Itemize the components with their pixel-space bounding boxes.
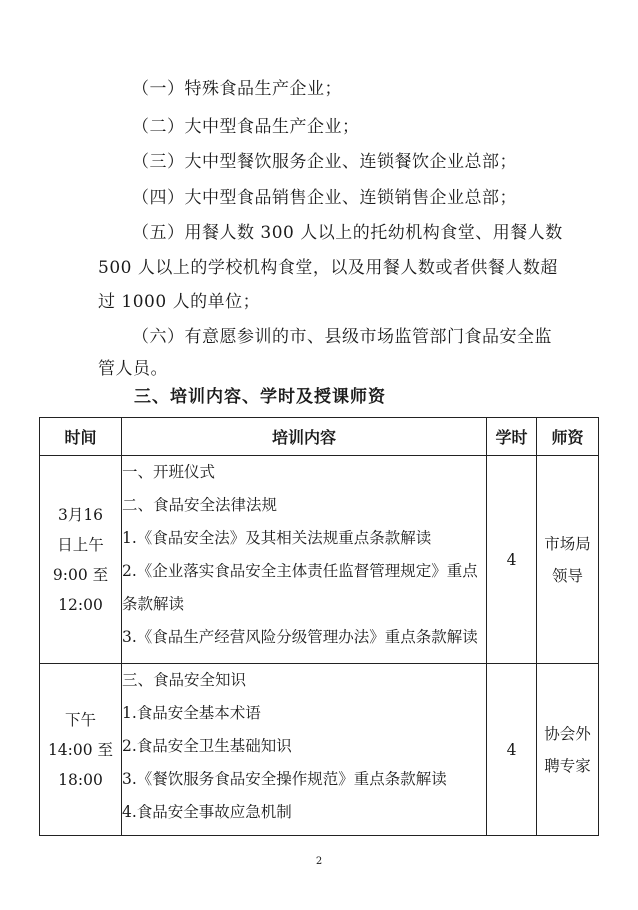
time-line: 14:00 至 [47, 740, 114, 759]
list-item-5-line-2: 500 人以上的学校机构食堂，以及用餐人数或者供餐人数超 [98, 258, 558, 278]
list-item-6-line-2: 管人员。 [98, 359, 168, 379]
time-cell [40, 664, 122, 836]
content-line: 2.食品安全卫生基础知识 [122, 737, 292, 755]
content-cell [122, 664, 487, 836]
content-line: 4.食品安全事故应急机制 [122, 803, 292, 821]
content-line: 2.《企业落实食品安全主体责任监督管理规定》重点 [122, 562, 478, 580]
content-line: 二、食品安全法律法规 [122, 496, 278, 514]
header-content: 培训内容 [122, 418, 487, 456]
time-cell [40, 456, 122, 664]
list-item-1: （一）特殊食品生产企业； [132, 79, 342, 99]
teacher-line: 市场局 [544, 534, 591, 553]
list-item-6-line-1: （六）有意愿参训的市、县级市场监管部门食品安全监 [132, 327, 552, 347]
table-header-row [40, 418, 599, 456]
content-line: 条款解读 [122, 595, 185, 613]
time-line: 9:00 至 [52, 565, 109, 584]
page-number: 2 [315, 856, 323, 867]
list-item-2: （二）大中型食品生产企业； [132, 117, 360, 137]
time-line: 下午 [64, 710, 96, 729]
schedule-table [39, 417, 599, 836]
teacher-cell [537, 664, 599, 836]
content-line: 一、开班仪式 [122, 463, 216, 481]
hours-cell: 4 [487, 456, 537, 664]
header-time: 时间 [40, 418, 122, 456]
content-line: 3.《餐饮服务食品安全操作规范》重点条款解读 [122, 770, 447, 788]
time-line: 12:00 [58, 595, 103, 614]
table-row [40, 456, 599, 664]
list-item-5-line-3: 过 1000 人的单位； [98, 292, 261, 312]
time-line: 日上午 [57, 535, 104, 554]
teacher-cell [537, 456, 599, 664]
header-teacher: 师资 [537, 418, 599, 456]
teacher-line: 协会外 [544, 724, 591, 743]
list-item-5-line-1: （五）用餐人数 300 人以上的托幼机构食堂、用餐人数 [132, 223, 563, 243]
teacher-line: 聘专家 [544, 756, 591, 775]
content-cell [122, 456, 487, 664]
hours-cell: 4 [487, 664, 537, 836]
list-item-4: （四）大中型食品销售企业、连锁销售企业总部； [132, 188, 517, 208]
header-hours: 学时 [487, 418, 537, 456]
section-heading: 三、培训内容、学时及授课师资 [134, 387, 386, 407]
content-line: 3.《食品生产经营风险分级管理办法》重点条款解读 [122, 628, 478, 646]
content-line: 1.食品安全基本术语 [122, 704, 261, 722]
content-line: 1.《食品安全法》及其相关法规重点条款解读 [122, 529, 432, 547]
time-line: 3月16 [57, 505, 104, 524]
table-row [40, 664, 599, 836]
time-line: 18:00 [58, 770, 103, 789]
list-item-3: （三）大中型餐饮服务企业、连锁餐饮企业总部； [132, 152, 517, 172]
teacher-line: 领导 [551, 566, 583, 585]
content-line: 三、食品安全知识 [122, 671, 247, 689]
